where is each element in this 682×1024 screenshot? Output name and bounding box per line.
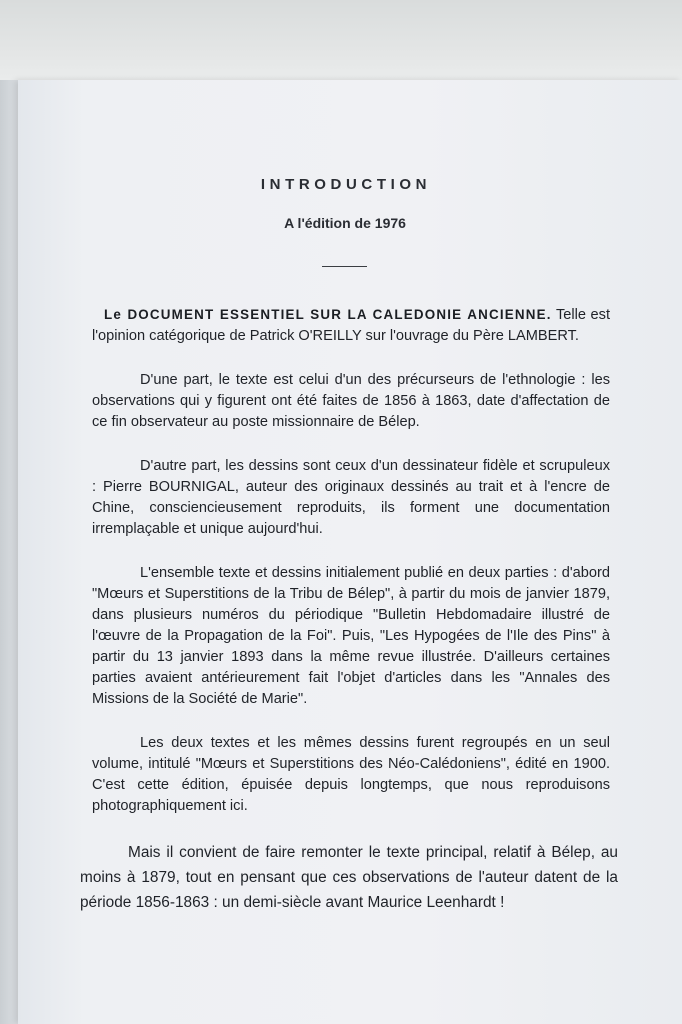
paragraph-text: D'autre part, les dessins sont ceux d'un dessinateur fidèle et scrupuleux : Pierre BOURNIGAL, auteur des originaux dessinés au trait et à l'encre de Chine, consciencieusement reproduits, ils forment une documentation irremplaçable et unique aujourd'hui. [92, 458, 610, 537]
background-surface [0, 0, 682, 90]
paragraph [92, 733, 610, 817]
page-subtitle: A l'édition de 1976 [284, 215, 406, 231]
paragraph-text: Telle est l'opinion catégorique de Patrick O'REILLY sur l'ouvrage du Père LAMBERT. [92, 307, 611, 344]
body-text [80, 304, 618, 938]
paragraph [92, 370, 610, 433]
title-divider [322, 266, 367, 267]
paragraph-text: L'ensemble texte et dessins initialement publié en deux parties : d'abord "Mœurs et Superstitions de la Tribu de Bélep", à partir du mois de janvier 1879, dans plusieurs numéros du périodique "Bulletin Hebdomadaire illustré de l'œuvre de la Propagation de la Foi". Puis, "Les Hypogées de l'Ile des Pins" à partir du 13 janvier 1893 dans la même revue illustrée. D'ailleurs certaines parties avaient antérieurement fait l'objet d'articles dans les "Annales des Missions de la Société de Marie". [92, 565, 610, 707]
paragraph-text: D'une part, le texte est celui d'un des précurseurs de l'ethnologie : les observations qui y figurent ont été faites de 1856 à 1863, date d'affectation de ce fin observateur au poste missionnaire de Bélep. [92, 372, 610, 430]
paragraph-text: Mais il convient de faire remonter le texte principal, relatif à Bélep, au moins à 1879, tout en pensant que ces observations de l'auteur datent de la période 1856-1863 : un demi-siècle avant Maurice Leenhardt ! [80, 844, 618, 911]
paragraph [80, 840, 618, 915]
paragraph-text: Les deux textes et les mêmes dessins furent regroupés en un seul volume, intitulé "Mœurs et Superstitions des Néo-Calédoniens", édité en 1900. C'est cette édition, épuisée depuis longtemps, que nous reproduisons photographiquement ici. [92, 735, 610, 814]
paragraph [92, 304, 610, 347]
paragraph-lead: Le DOCUMENT ESSENTIEL SUR LA CALEDONIE ANCIENNE. [104, 307, 552, 322]
paragraph [92, 563, 610, 710]
paragraph [92, 456, 610, 540]
page-title: INTRODUCTION [260, 176, 432, 193]
